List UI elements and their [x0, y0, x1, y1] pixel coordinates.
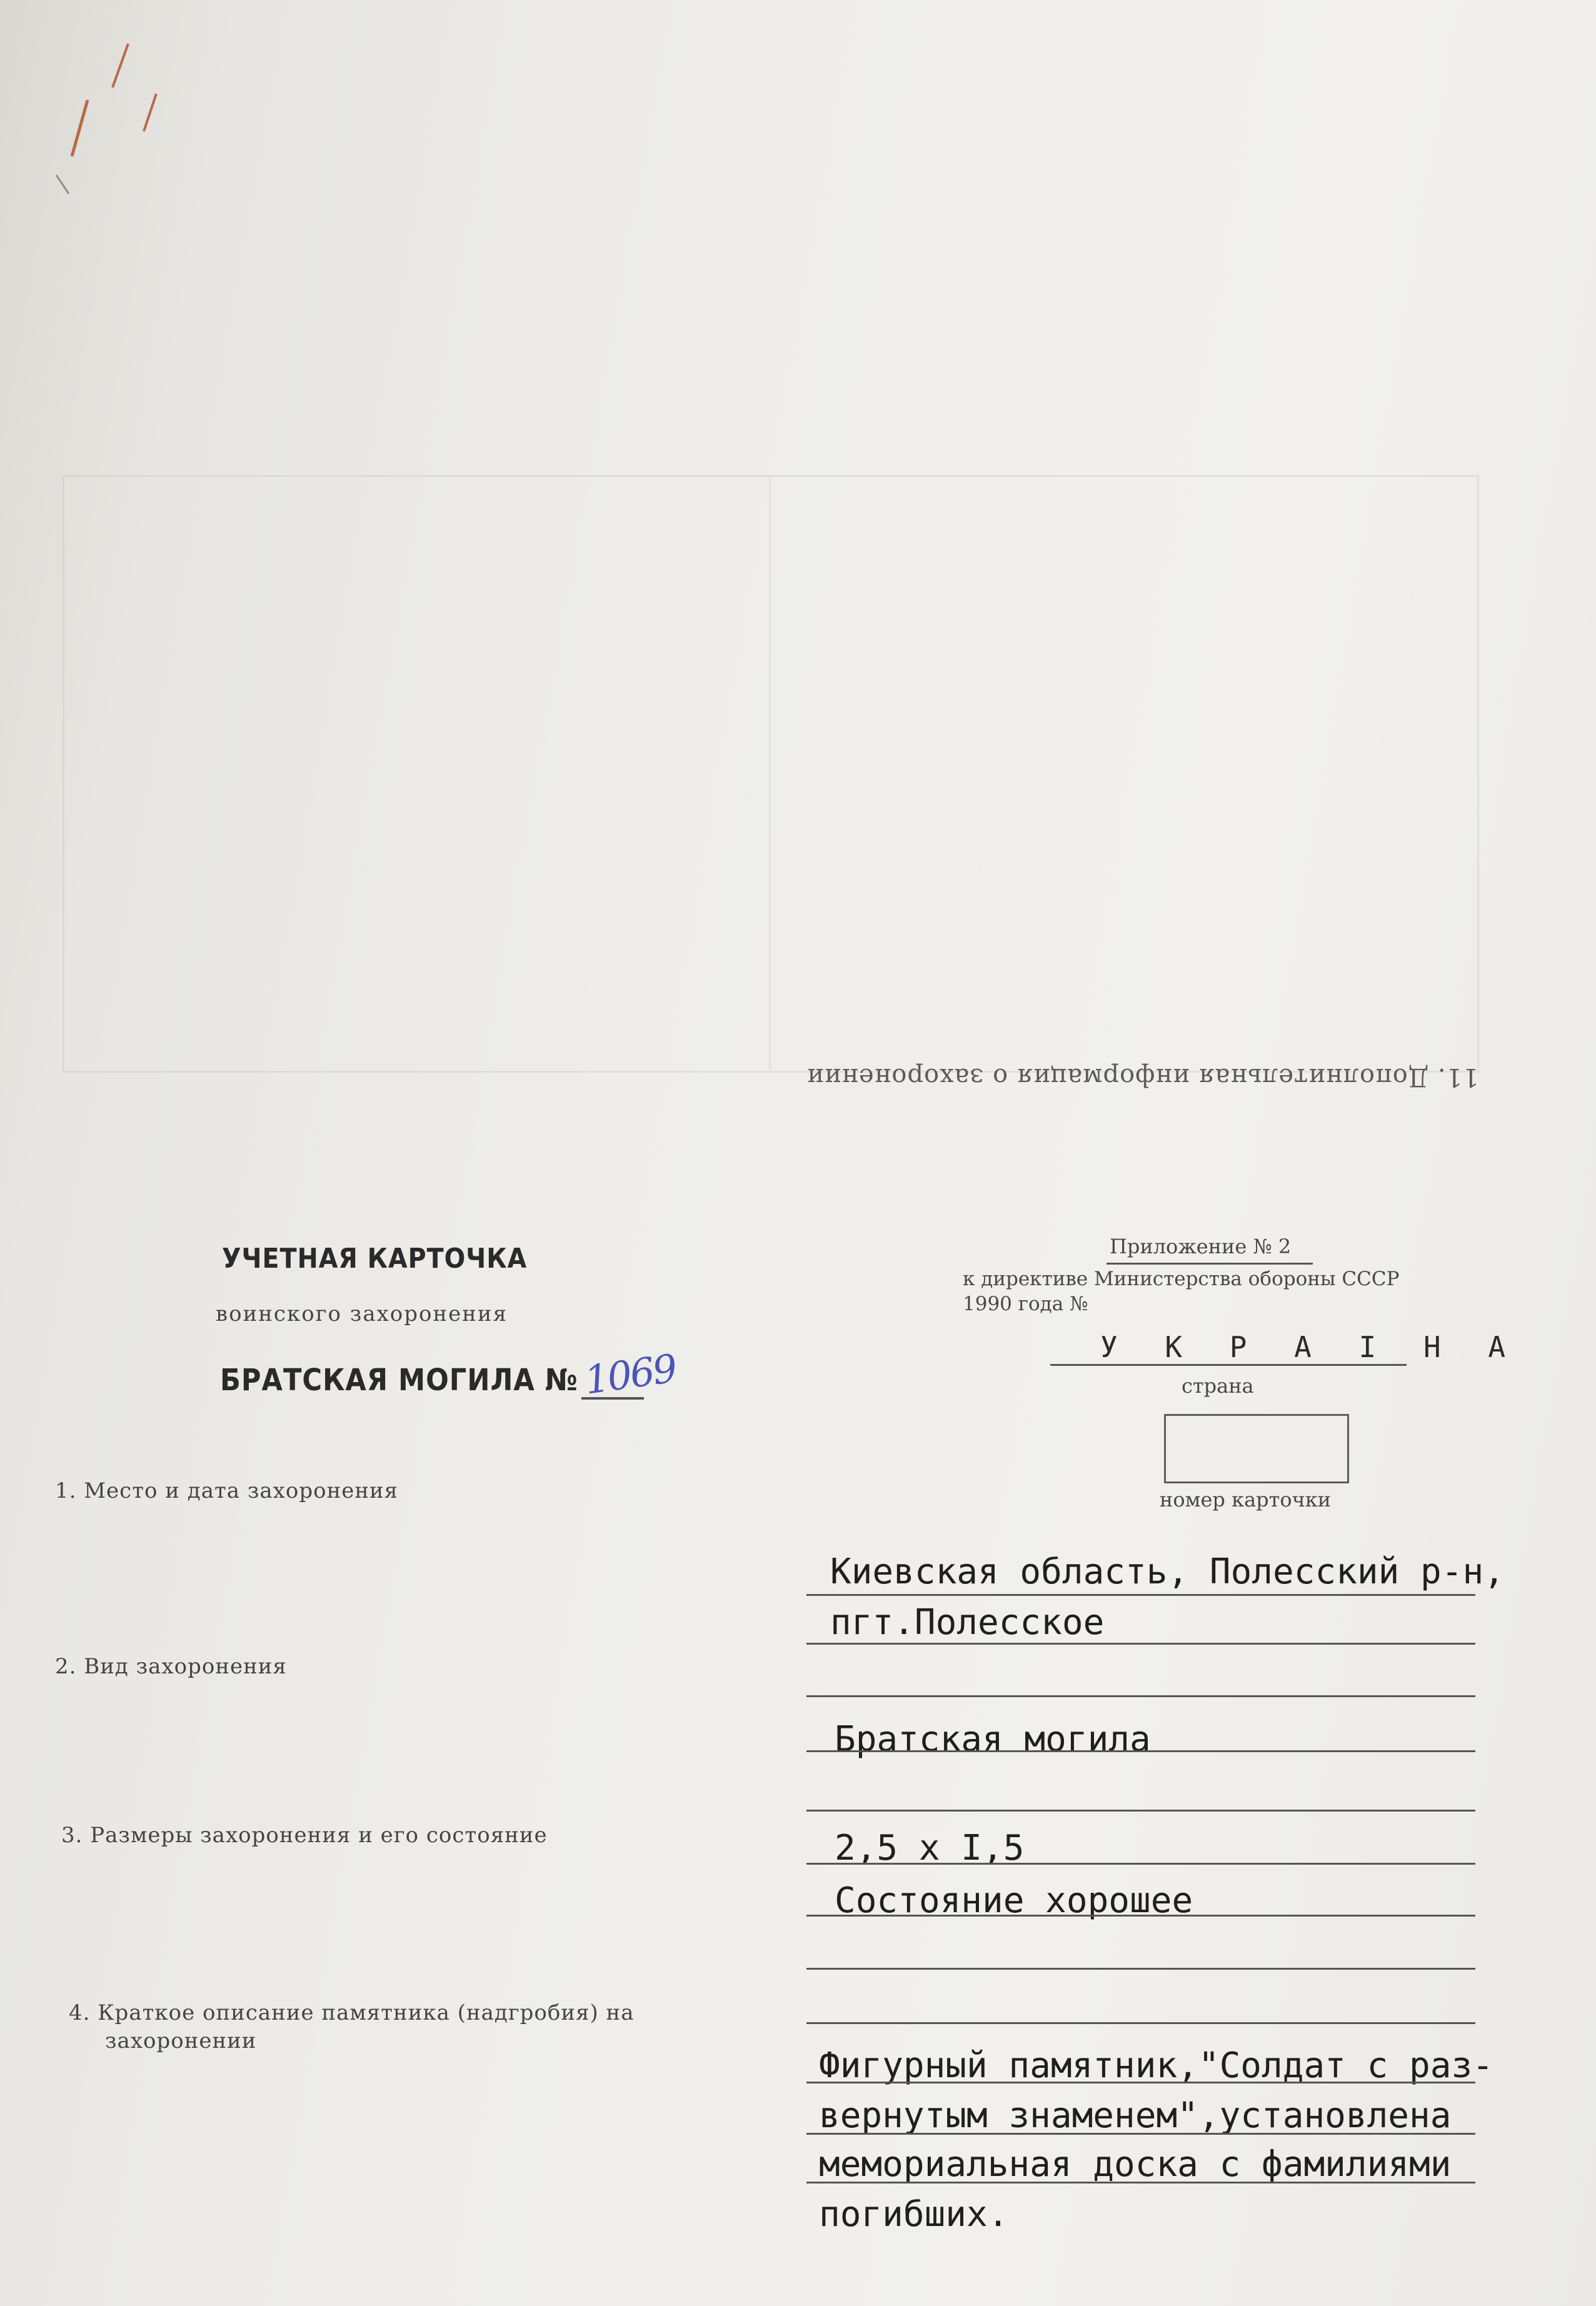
- field-4-line-1: Фигурный памятник,"Солдат с раз-: [819, 2045, 1493, 2086]
- field-4-line-3: мемориальная доска с фамилиями: [819, 2144, 1452, 2185]
- field-2-rule-2: [806, 1750, 1475, 1752]
- field-3-line-1: 2,5 х I,5: [835, 1828, 1025, 1868]
- field-2-rule-1: [806, 1695, 1475, 1697]
- card-number-box: [1164, 1414, 1349, 1483]
- directive-line-1: к директиве Министерства обороны СССР: [963, 1268, 1400, 1290]
- country-value: У К Р А І Н А: [1100, 1330, 1521, 1364]
- appendix-label: Приложение № 2: [1110, 1235, 1292, 1258]
- field-1-line-1: Киевская область, Полесский р-н,: [830, 1552, 1505, 1592]
- field-2-line-1: Братская могила: [835, 1719, 1151, 1760]
- appendix-underline: [1107, 1263, 1313, 1265]
- show-through-item-11: 11. Дополнительная информация о захоронении: [806, 1063, 1479, 1091]
- card-number-label: номер карточки: [1160, 1488, 1332, 1511]
- field-1-line-2: пгт.Полесское: [830, 1602, 1105, 1643]
- field-4-rule-3: [806, 2182, 1475, 2183]
- field-4-line-2: вернутым знаменем",установлена: [819, 2095, 1452, 2136]
- handwritten-card-number: [581, 1345, 679, 1403]
- field-4-rule-2: [806, 2133, 1475, 2135]
- field-3-rule-1: [806, 1863, 1475, 1865]
- field-1-rule-1: [806, 1594, 1475, 1596]
- directive-line-2: 1990 года №: [963, 1293, 1088, 1315]
- field-3-rule-2: [806, 1915, 1475, 1917]
- card-subtitle: воинского захоронения: [216, 1301, 508, 1326]
- field-3-rule-4: [806, 2022, 1475, 2024]
- field-2-rule-3: [806, 1810, 1475, 1812]
- field-1-rule-2: [806, 1643, 1475, 1645]
- number-underline: [581, 1397, 644, 1400]
- country-label: страна: [1182, 1374, 1254, 1398]
- field-4-label-line-1: 4. Краткое описание памятника (надгробия) на: [69, 2000, 635, 2025]
- field-4-line-4: погибших.: [819, 2194, 1009, 2235]
- card-title: УЧЕТНАЯ КАРТОЧКА: [222, 1243, 528, 1275]
- field-3-line-2: Состояние хорошее: [835, 1880, 1193, 1921]
- field-3-label: 3. Размеры захоронения и его состояние: [61, 1823, 548, 1848]
- handwritten-number: 1069: [581, 1345, 679, 1403]
- field-2-label: 2. Вид захоронения: [55, 1654, 287, 1679]
- grave-type-heading: БРАТСКАЯ МОГИЛА №: [220, 1363, 578, 1398]
- field-4-rule-1: [806, 2082, 1475, 2083]
- field-3-rule-3: [806, 1968, 1475, 1970]
- show-through-column-line: [769, 475, 771, 1069]
- show-through-frame: [63, 475, 1479, 1073]
- country-underline: [1050, 1364, 1407, 1366]
- field-4-label-line-2: захоронении: [105, 2028, 257, 2053]
- field-1-label: 1. Место и дата захоронения: [55, 1478, 399, 1503]
- rust-stain-marks: [50, 19, 175, 206]
